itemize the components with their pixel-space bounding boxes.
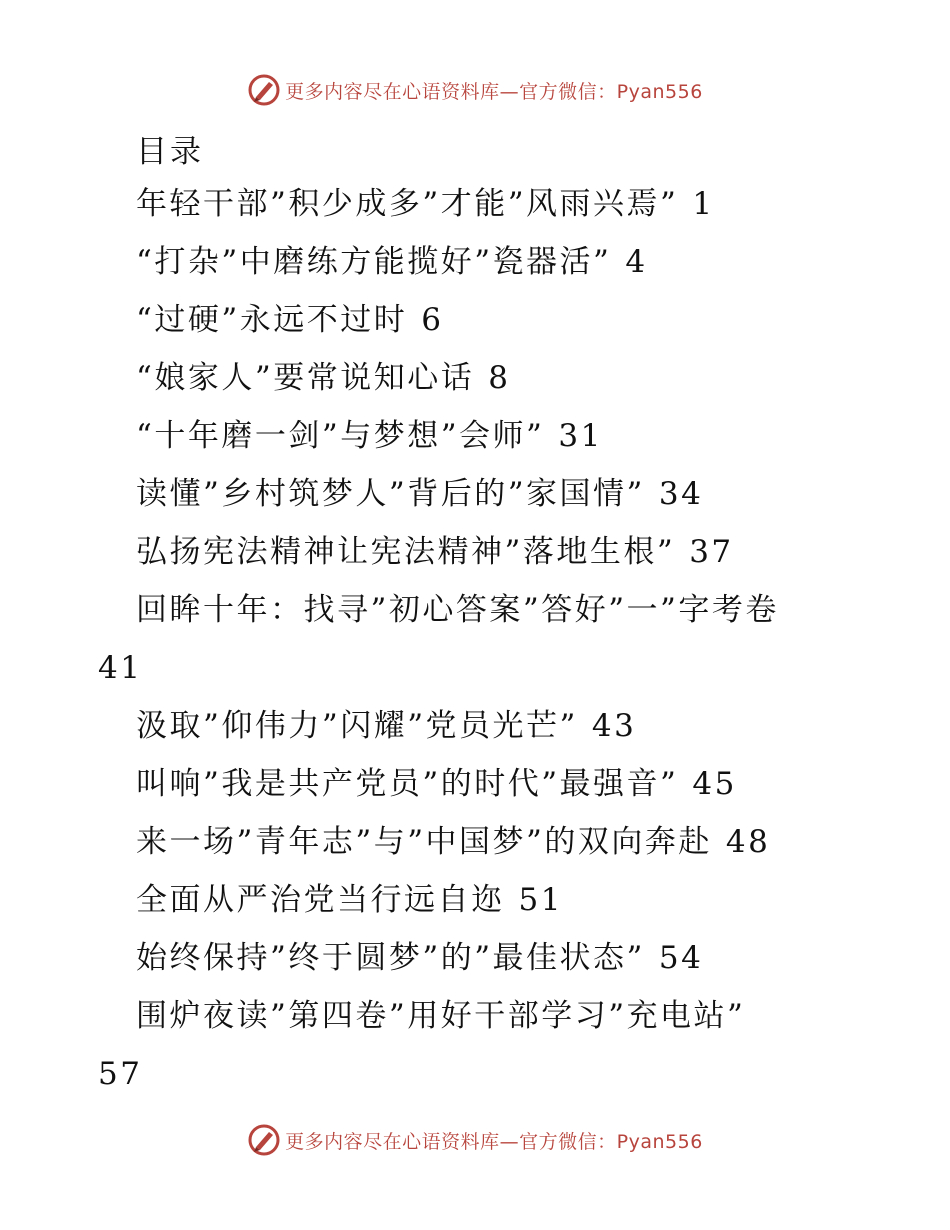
- banner-text: 更多内容尽在心语资料库—官方微信：Pyan556: [285, 80, 703, 103]
- toc-entry[interactable]: [136, 996, 745, 1036]
- toc-entry[interactable]: [136, 358, 510, 398]
- toc-entry-title: 来一场”青年志”与”中国梦”的双向奔赴: [136, 824, 712, 860]
- toc-entry-page: 41: [98, 650, 143, 686]
- header-banner: [0, 70, 950, 110]
- toc-entry-page: 37: [689, 534, 734, 570]
- toc-entry-title: 叫响”我是共产党员”的时代”最强音”: [136, 766, 679, 802]
- toc-entry[interactable]: [136, 764, 737, 804]
- toc-entry-title: “娘家人”要常说知心话: [136, 360, 475, 396]
- toc-entry[interactable]: [136, 474, 703, 514]
- toc-entry-page: 4: [625, 244, 648, 280]
- toc-entry[interactable]: [136, 532, 734, 572]
- toc-entry-title: 全面从严治党当行远自迩: [136, 882, 505, 918]
- toc-entry-title: 读懂”乡村筑梦人”背后的”家国情”: [136, 476, 645, 512]
- toc-entry[interactable]: [136, 416, 603, 456]
- toc-entry-page: 48: [725, 824, 771, 860]
- footer-banner: [0, 1120, 950, 1160]
- toc-entry-wrap: [98, 1054, 142, 1094]
- pen-logo-icon: [247, 73, 281, 107]
- toc-entry-title: 围炉夜读”第四卷”用好干部学习”充电站”: [136, 998, 746, 1034]
- toc-entry-title: 始终保持”终于圆梦”的”最佳状态”: [136, 940, 645, 976]
- toc-entry[interactable]: [136, 242, 648, 282]
- toc-entry-page: 51: [518, 882, 563, 918]
- toc-heading: 目录: [136, 134, 204, 170]
- toc-entry-title: 回眸十年：找寻”初心答案”答好”一”字考卷: [136, 592, 779, 628]
- toc-entry-page: 31: [558, 418, 603, 454]
- toc-entry[interactable]: [136, 706, 636, 746]
- toc-entry[interactable]: [136, 880, 563, 920]
- toc-entry-title: 年轻干部”积少成多”才能”风雨兴焉”: [136, 186, 679, 222]
- toc-entry-title: “打杂”中磨练方能揽好”瓷器活”: [136, 244, 612, 280]
- toc-entry-page: 57: [98, 1056, 143, 1092]
- toc-entry-page: 1: [692, 186, 715, 222]
- toc-entry[interactable]: [136, 300, 443, 340]
- toc-entry[interactable]: [136, 184, 715, 224]
- pen-logo-icon: [247, 1123, 281, 1157]
- toc-entry-wrap: [98, 648, 142, 688]
- toc-entry-title: “十年磨一剑”与梦想”会师”: [136, 418, 545, 454]
- toc-entry-title: “过硬”永远不过时: [136, 302, 408, 338]
- toc-entry-page: 34: [658, 476, 704, 512]
- banner-text: 更多内容尽在心语资料库—官方微信：Pyan556: [285, 1130, 703, 1153]
- toc-entry-page: 45: [692, 766, 737, 802]
- toc-entry-page: 43: [591, 708, 637, 744]
- toc-entry[interactable]: [136, 590, 779, 630]
- toc-entry-page: 8: [488, 360, 511, 396]
- toc-entry[interactable]: [136, 822, 770, 862]
- toc-entry[interactable]: [136, 938, 703, 978]
- toc-entry-page: 6: [421, 302, 444, 338]
- toc-entry-title: 汲取”仰伟力”闪耀”党员光芒”: [136, 708, 578, 744]
- toc-entry-title: 弘扬宪法精神让宪法精神”落地生根”: [136, 534, 676, 570]
- toc-entry-page: 54: [658, 940, 704, 976]
